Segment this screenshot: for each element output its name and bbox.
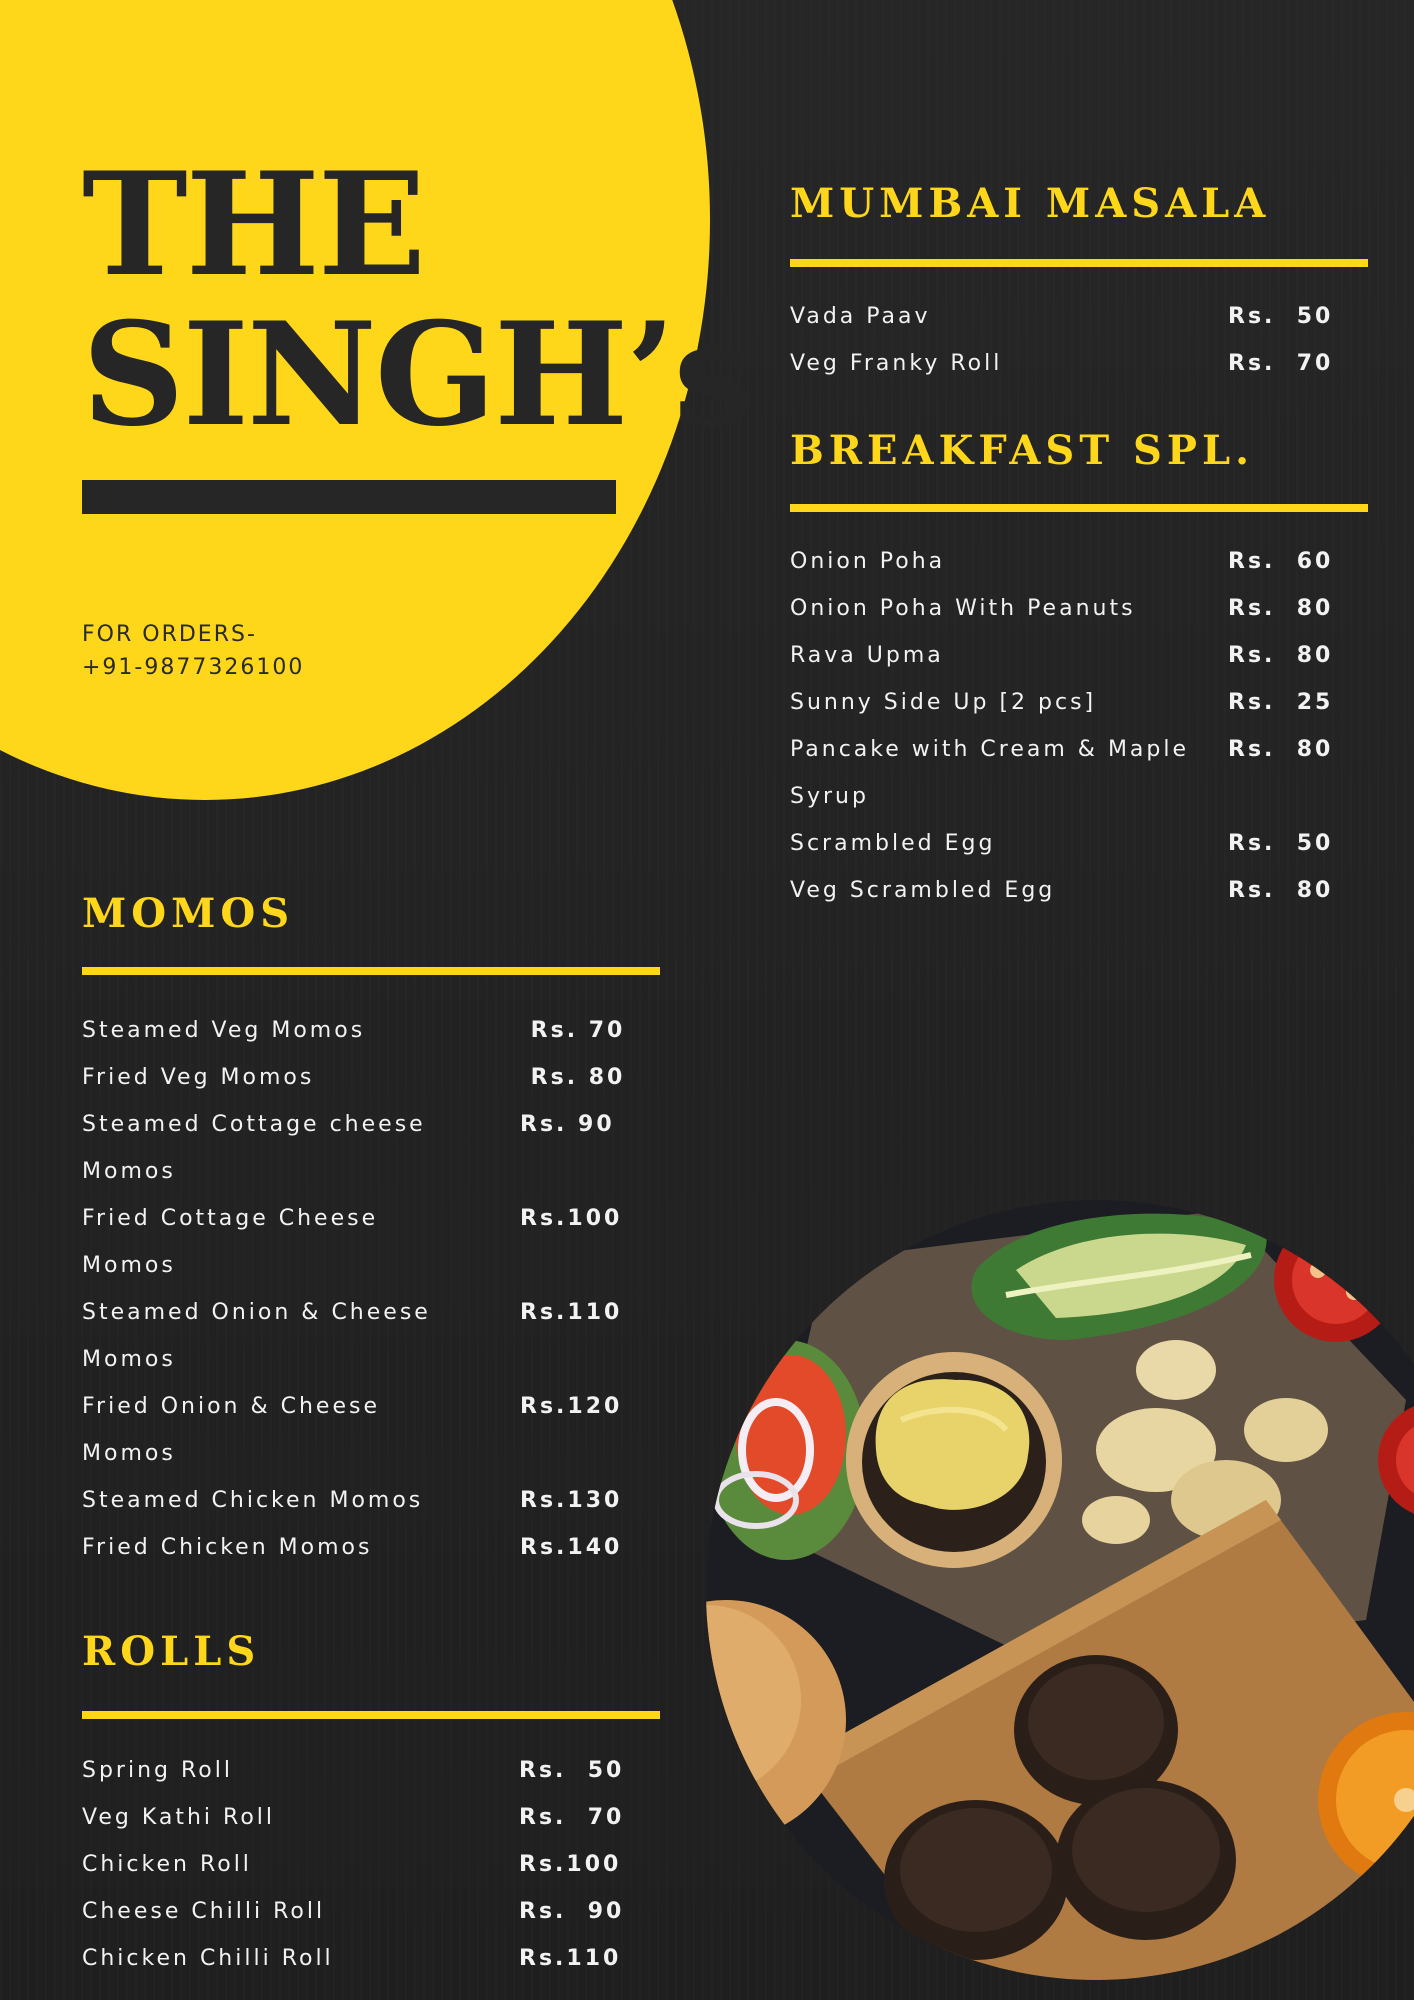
item-price: Rs. 80: [1228, 878, 1334, 903]
food-photo: [706, 1200, 1414, 1980]
section-breakfast-spl: [790, 427, 1368, 914]
food-illustration: [706, 1200, 1414, 1980]
menu-item: [790, 585, 1368, 632]
item-name: Scrambled Egg: [790, 831, 996, 856]
item-name: Onion Poha With Peanuts: [790, 596, 1136, 621]
item-price: Rs.140: [520, 1535, 623, 1560]
menu-item: [82, 1841, 660, 1888]
burger-graphic: [846, 1352, 1062, 1568]
menu-item: [82, 1289, 660, 1383]
section-rolls: [82, 1628, 660, 1982]
item-name: Veg Scrambled Egg: [790, 878, 1056, 903]
section-title: MUMBAI MASALA: [790, 180, 1271, 227]
item-name: Chicken Roll: [82, 1852, 252, 1877]
onion-slices-graphic: [706, 1340, 866, 1560]
menu-item: [790, 538, 1368, 585]
item-price: Rs. 50: [519, 1758, 625, 1783]
item-name: Spring Roll: [82, 1758, 233, 1783]
menu-item: [82, 1888, 660, 1935]
item-name: Steamed Chicken Momos: [82, 1488, 424, 1513]
item-price: Rs. 25: [1228, 690, 1334, 715]
order-phone: +91-9877326100: [82, 655, 305, 680]
item-name: Pancake with Cream & Maple Syrup: [790, 737, 1190, 809]
item-price: Rs.120: [520, 1394, 623, 1419]
item-name: Veg Franky Roll: [790, 351, 1003, 376]
menu-item: [82, 1195, 660, 1289]
menu-list: [82, 1747, 660, 1982]
menu-list: [82, 1007, 660, 1571]
section-mumbai-masala: [790, 180, 1368, 387]
item-name: Steamed Onion & Cheese Momos: [82, 1300, 431, 1372]
item-name: Onion Poha: [790, 549, 946, 574]
order-contact: [82, 618, 304, 684]
item-name: Steamed Cottage cheese Momos: [82, 1112, 426, 1184]
item-name: Rava Upma: [790, 643, 944, 668]
item-price: Rs. 70: [520, 1018, 626, 1043]
item-price: Rs. 90: [519, 1899, 625, 1924]
section-title: ROLLS: [82, 1628, 261, 1675]
menu-item: [790, 679, 1368, 726]
item-price: Rs.130: [520, 1488, 623, 1513]
section-divider: [82, 967, 660, 975]
item-price: Rs. 70: [519, 1805, 625, 1830]
item-name: Fried Onion & Cheese Momos: [82, 1394, 380, 1466]
menu-item: [82, 1383, 660, 1477]
item-price: Rs. 80: [1228, 596, 1334, 621]
restaurant-name-line2: SINGH’s: [82, 292, 752, 458]
item-price: Rs. 80: [520, 1065, 626, 1090]
item-name: Fried Veg Momos: [82, 1065, 315, 1090]
menu-item: [790, 340, 1368, 387]
item-price: Rs. 80: [1228, 737, 1334, 762]
item-name: Vada Paav: [790, 304, 931, 329]
item-price: Rs. 60: [1228, 549, 1334, 574]
brand-underline: [82, 480, 616, 514]
item-price: Rs. 50: [1228, 304, 1334, 329]
item-name: Fried Cottage Cheese Momos: [82, 1206, 379, 1278]
menu-item: [790, 293, 1368, 340]
section-momos: [82, 890, 660, 1571]
section-divider: [82, 1711, 660, 1719]
section-title: MOMOS: [82, 890, 295, 937]
item-price: Rs. 80: [1228, 643, 1334, 668]
item-price: Rs.110: [519, 1946, 622, 1971]
item-name: Chicken Chilli Roll: [82, 1946, 334, 1971]
menu-item: [82, 1101, 660, 1195]
menu-item: [790, 820, 1368, 867]
restaurant-name-line1: THE: [82, 142, 425, 308]
menu-list: [790, 293, 1368, 387]
menu-item: [790, 726, 1368, 820]
restaurant-name: [82, 142, 752, 458]
menu-item: [82, 1794, 660, 1841]
item-price: Rs. 90: [520, 1112, 615, 1137]
menu-item: [82, 1054, 660, 1101]
section-title: BREAKFAST SPL.: [790, 427, 1255, 474]
item-name: Cheese Chilli Roll: [82, 1899, 326, 1924]
item-name: Veg Kathi Roll: [82, 1805, 276, 1830]
item-name: Fried Chicken Momos: [82, 1535, 373, 1560]
item-price: Rs. 70: [1228, 351, 1334, 376]
item-price: Rs.110: [520, 1300, 623, 1325]
item-name: Steamed Veg Momos: [82, 1018, 366, 1043]
item-price: Rs.100: [519, 1852, 622, 1877]
menu-item: [82, 1524, 660, 1571]
item-name: Sunny Side Up [2 pcs]: [790, 690, 1097, 715]
item-price: Rs.100: [520, 1206, 623, 1231]
menu-item: [82, 1007, 660, 1054]
order-label: FOR ORDERS-: [82, 622, 257, 647]
menu-item: [790, 867, 1368, 914]
menu-item: [82, 1747, 660, 1794]
section-divider: [790, 259, 1368, 267]
menu-item: [82, 1477, 660, 1524]
section-divider: [790, 504, 1368, 512]
menu-list: [790, 538, 1368, 914]
menu-item: [790, 632, 1368, 679]
item-price: Rs. 50: [1228, 831, 1334, 856]
menu-item: [82, 1935, 660, 1982]
